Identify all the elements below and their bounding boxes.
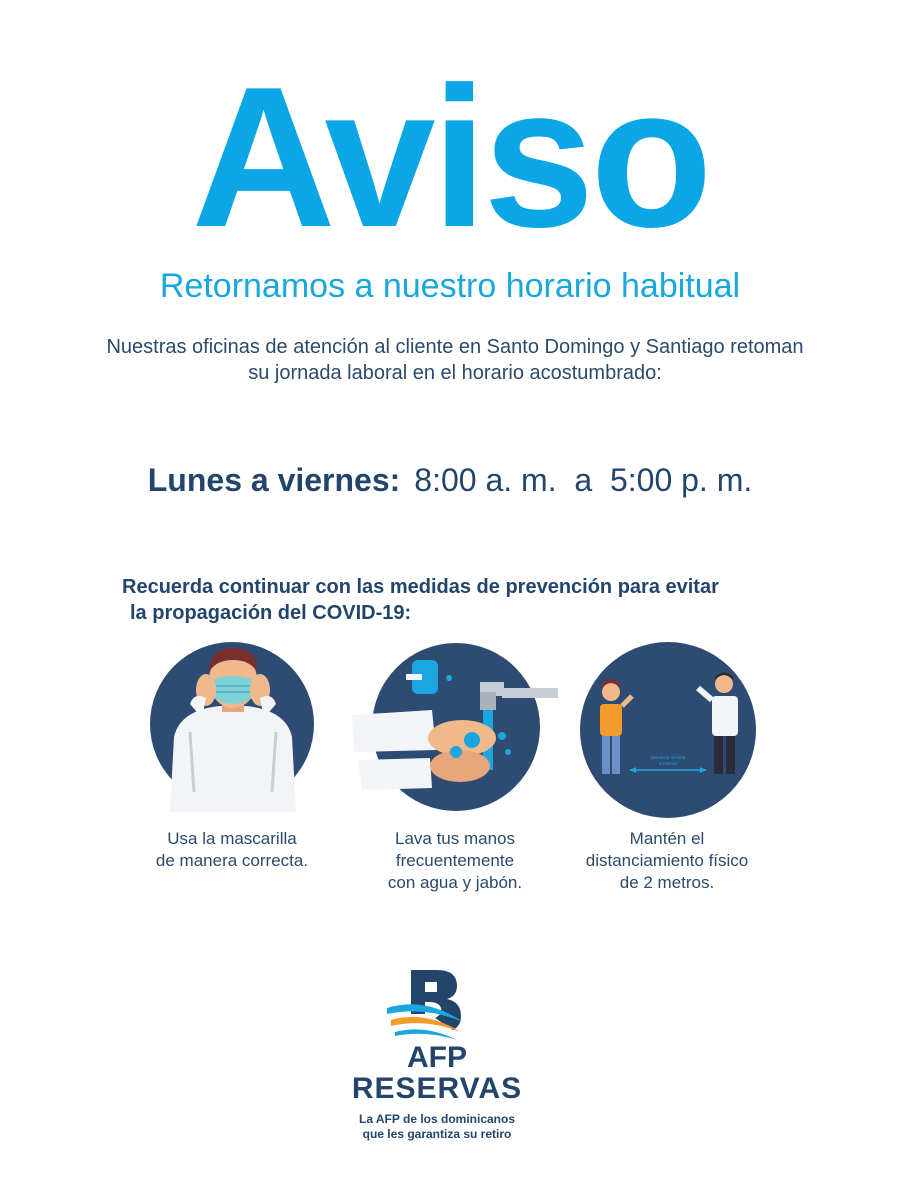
caption-mask-line-2: de manera correcta. bbox=[155, 851, 309, 870]
caption-distance-line-1: Mantén el bbox=[629, 829, 705, 848]
brand-tagline bbox=[317, 1112, 557, 1142]
hours-days: Lunes a viernes: bbox=[147, 462, 401, 498]
distance-label-line-2: 2 metros bbox=[659, 761, 677, 766]
caption-handwash bbox=[345, 828, 565, 894]
brand-name-afp: AFP bbox=[407, 1041, 467, 1074]
caption-handwash-line-2: frecuentemente bbox=[395, 851, 515, 870]
brand-name-reservas: RESERVAS bbox=[351, 1072, 523, 1105]
caption-handwash-line-3: con agua y jabón. bbox=[387, 873, 523, 892]
mask-icon bbox=[150, 642, 320, 812]
distance-icon bbox=[578, 642, 758, 820]
intro-line-1: Nuestras oficinas de atención al cliente en Santo Domingo y Santiago retoman bbox=[106, 336, 804, 358]
caption-handwash-line-1: Lava tus manos bbox=[394, 829, 515, 848]
distance-label-line-1: Distancia mínima bbox=[650, 755, 686, 760]
caption-mask bbox=[122, 828, 342, 872]
intro-line-2: su jornada laboral en el horario acostumbrado: bbox=[248, 362, 662, 384]
office-hours bbox=[0, 460, 900, 500]
reminder-text bbox=[122, 574, 802, 626]
page-title: Aviso bbox=[191, 46, 709, 269]
afp-reservas-logo-icon bbox=[385, 968, 470, 1043]
caption-mask-line-1: Usa la mascarilla bbox=[167, 829, 297, 848]
page-subtitle: Retornamos a nuestro horario habitual bbox=[159, 267, 741, 305]
intro-text bbox=[60, 334, 850, 386]
caption-distance bbox=[557, 828, 777, 894]
brand-tagline-line-1: La AFP de los dominicanos bbox=[358, 1112, 516, 1126]
handwash-icon bbox=[352, 640, 562, 815]
hours-time: 8:00 a. m. a 5:00 p. m. bbox=[414, 462, 753, 498]
caption-distance-line-2: distanciamiento físico bbox=[585, 851, 749, 870]
reminder-line-2: la propagación del COVID-19: bbox=[130, 602, 412, 624]
brand-tagline-line-2: que les garantiza su retiro bbox=[362, 1127, 512, 1141]
caption-distance-line-3: de 2 metros. bbox=[619, 873, 715, 892]
reminder-line-1: Recuerda continuar con las medidas de prevención para evitar bbox=[122, 576, 719, 598]
